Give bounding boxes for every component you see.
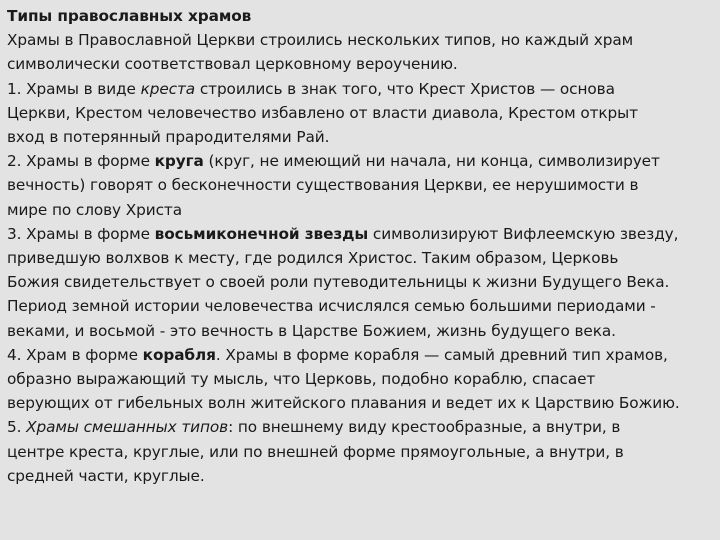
- text-line: мире по слову Христа: [7, 200, 182, 219]
- text-line: Период земной истории человечества исчислялся семью большими периодами -: [7, 297, 656, 316]
- document-title: Типы православных храмов: [7, 7, 252, 25]
- text-line: приведшую волхвов к месту, где родился Христос. Таким образом, Церковь: [7, 249, 619, 268]
- document-text: [7, 4, 717, 488]
- text-line: образно выражающий ту мысль, что Церковь, подобно кораблю, спасает: [7, 370, 596, 389]
- text-line: вход в потерянный прародителями Рай.: [7, 128, 330, 147]
- item-4-line: 4. Храм в форме корабля. Храмы в форме корабля — самый древний тип храмов,: [7, 345, 668, 364]
- text-line: символически соответствовал церковному вероучению.: [7, 55, 458, 74]
- emphasis-types: типов: [444, 31, 492, 50]
- text-line: центре креста, круглые, или по внешней форме прямоугольные, а внутри, в: [7, 442, 624, 461]
- text-line: Храмы в Православной Церкви строились нескольких типов, но каждый храм: [7, 31, 634, 50]
- text-line: вечность) говорят о бесконечности существования Церкви, ее нерушимости в: [7, 176, 639, 195]
- text-line: верующих от гибельных волн житейского плавания и ведет их к Царствию Божию.: [7, 394, 680, 413]
- emphasis-ship: корабля: [142, 345, 216, 364]
- item-3-line: 3. Храмы в форме восьмиконечной звезды символизируют Вифлеемскую звезду,: [7, 224, 679, 243]
- emphasis-mixed: Храмы смешанных типов: [26, 418, 229, 437]
- text-line: средней части, круглые.: [7, 466, 205, 485]
- item-2-line: 2. Храмы в форме круга (круг, не имеющий ни начала, ни конца, символизирует: [7, 152, 660, 171]
- item-5-line: 5. Храмы смешанных типов: по внешнему виду крестообразные, а внутри, в: [7, 418, 621, 437]
- item-1-line: 1. Храмы в виде креста строились в знак того, что Крест Христов — основа: [7, 79, 615, 98]
- text-line: Божия свидетельствует о своей роли путеводительницы к жизни Будущего Века.: [7, 273, 670, 292]
- emphasis-circle: круга: [154, 152, 204, 171]
- emphasis-cross: креста: [140, 79, 196, 98]
- text-line: Церкви, Крестом человечество избавлено от власти диавола, Крестом открыт: [7, 103, 638, 122]
- text-line: веками, и восьмой - это вечность в Царстве Божием, жизнь будущего века.: [7, 321, 616, 340]
- emphasis-star: восьмиконечной звезды: [154, 224, 369, 243]
